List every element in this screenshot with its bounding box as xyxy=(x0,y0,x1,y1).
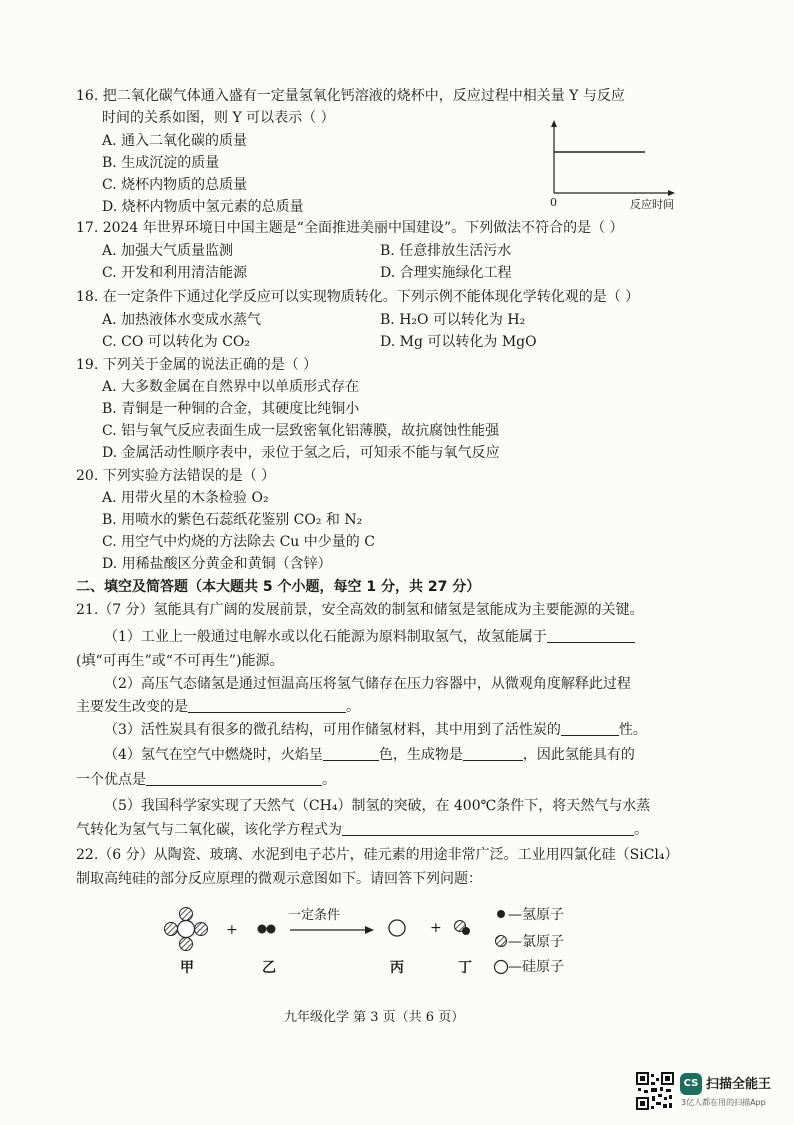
legend-hydrogen-symbol xyxy=(497,910,505,918)
molecule-bing xyxy=(389,920,405,936)
q21-part1-text: （1）工业上一般通过电解水或以化石能源为原料制取氢气，故氢能属于 xyxy=(104,629,547,645)
q21-blank-1[interactable] xyxy=(547,628,635,643)
legend-silicon-symbol xyxy=(495,961,508,974)
q21-part4-period: 。 xyxy=(322,772,336,788)
q20-option-d: D. 用稀盐酸区分黄金和黄铜（含锌） xyxy=(102,556,332,572)
q20-option-a: A. 用带火星的木条检验 O₂ xyxy=(102,490,269,506)
q18-option-a: A. 加热液体水变成水蒸气 xyxy=(102,312,262,328)
q22-intro-line2: 制取高纯硅的部分反应原理的微观示意图如下。请回答下列问题： xyxy=(76,871,482,887)
q20-stem: 20. 下列实验方法错误的是（ ） xyxy=(76,468,276,484)
q17-option-b: B. 任意排放生活污水 xyxy=(380,243,512,259)
scanner-logo-text: CS xyxy=(683,1078,699,1089)
scanner-app-title: 扫描全能王 xyxy=(706,1077,772,1092)
molecule-jia xyxy=(165,908,208,951)
q22-plus-1: + xyxy=(226,922,238,938)
q21-part5-line1: （5）我国科学家实现了天然气（CH₄）制氢的突破，在 400℃条件下，将天然气与水蒸 xyxy=(104,798,651,814)
q21-blank-4[interactable] xyxy=(323,746,379,761)
scanner-logo-icon xyxy=(680,1073,702,1095)
q21-part1-line2: (填“可再生”或“不可再生”)能源。 xyxy=(76,653,284,669)
q22-label-jia: 甲 xyxy=(180,960,194,976)
q21-part5-line2 xyxy=(76,820,648,840)
q17-option-c: C. 开发和利用清洁能源 xyxy=(102,265,248,281)
q16-stem-line1: 16. 把二氧化碳气体通入盛有一定量氢氧化钙溶液的烧杯中，反应过程中相关量 Y 与反应 xyxy=(76,88,625,104)
q16-option-a: A. 通入二氧化碳的质量 xyxy=(102,133,248,149)
legend-hydrogen: —氢原子 xyxy=(508,907,564,923)
q21-part4-text4: 一个优点是 xyxy=(76,772,146,788)
q21-blank-5[interactable] xyxy=(463,746,523,761)
legend-silicon: —硅原子 xyxy=(508,959,564,975)
molecule-ding xyxy=(455,921,471,936)
q18-option-b: B. H₂O 可以转化为 H₂ xyxy=(380,312,526,328)
q19-stem: 19. 下列关于金属的说法正确的是（ ） xyxy=(76,357,318,373)
q18-stem: 18. 在一定条件下通过化学反应可以实现物质转化。下列示例不能体现化学转化观的是（ ） xyxy=(76,289,640,305)
q18-option-d: D. Mg 可以转化为 MgO xyxy=(380,334,537,350)
molecule-yi xyxy=(258,925,276,934)
q21-part5-text: 气转化为氢气与二氧化碳，该化学方程式为 xyxy=(76,822,342,838)
q21-blank-2[interactable] xyxy=(188,698,346,713)
q21-part2-line2 xyxy=(76,697,360,717)
q16-graph-xlabel: 反应时间 xyxy=(630,198,674,211)
q21-part2-line1: （2）高压气态储氢是通过恒温高压将氢气储存在压力容器中，从微观角度解释此过程 xyxy=(104,676,631,692)
q20-option-c: C. 用空气中灼烧的方法除去 Cu 中少量的 C xyxy=(102,534,375,550)
page-footer: 九年级化学 第 3 页（共 6 页） xyxy=(284,1010,465,1025)
q17-stem: 17. 2024 年世界环境日中国主题是“全面推进美丽中国建设”。下列做法不符合的是（ ） xyxy=(76,220,624,236)
q19-option-a: A. 大多数金属在自然界中以单质形式存在 xyxy=(102,379,360,395)
q17-option-a: A. 加强大气质量监测 xyxy=(102,243,234,259)
qr-code-icon xyxy=(636,1072,674,1110)
q22-intro-line1: 22.（6 分）从陶瓷、玻璃、水泥到电子芯片，硅元素的用途非常广泛。工业用四氯化硅（SiCl₄） xyxy=(76,847,679,863)
q21-part3-text: （3）活性炭具有很多的微孔结构，可用作储氢材料，其中用到了活性炭的 xyxy=(104,722,561,738)
q19-option-b: B. 青铜是一种铜的合金，其硬度比纯铜小 xyxy=(102,401,360,417)
q19-option-c: C. 铝与氧气反应表面生成一层致密氧化铝薄膜，故抗腐蚀性能强 xyxy=(102,423,500,439)
q16-option-c: C. 烧杯内物质的总质量 xyxy=(102,177,248,193)
q22-label-bing: 丙 xyxy=(390,960,404,976)
q21-part4-text: （4）氢气在空气中燃烧时，火焰呈 xyxy=(104,747,323,763)
q19-option-d: D. 金属活动性顺序表中，汞位于氢之后，可知汞不能与氧气反应 xyxy=(102,445,500,461)
q18-option-c: C. CO 可以转化为 CO₂ xyxy=(102,334,251,350)
q21-intro: 21.（7 分）氢能具有广阔的发展前景，安全高效的制氢和储氢是氢能成为主要能源的关键。 xyxy=(76,602,644,618)
q21-part4-line2 xyxy=(76,770,336,790)
q17-option-d: D. 合理实施绿化工程 xyxy=(380,265,512,281)
q21-blank-6[interactable] xyxy=(146,771,322,786)
q21-part1-line1 xyxy=(104,627,635,647)
q16-graph-origin: 0 xyxy=(550,196,557,209)
q21-part5-period: 。 xyxy=(634,822,648,838)
q22-label-ding: 丁 xyxy=(458,960,472,976)
q21-part3 xyxy=(104,720,647,740)
q21-part4-text3: ，因此氢能具有的 xyxy=(522,747,635,763)
section-2-heading: 二、填空及简答题（本大题共 5 个小题，每空 1 分，共 27 分） xyxy=(76,579,481,595)
q22-label-yi: 乙 xyxy=(262,960,276,976)
q21-blank-3[interactable] xyxy=(561,721,619,736)
q21-part2-period: 。 xyxy=(346,699,360,715)
scanner-app-subtitle: 3亿人都在用的扫描App xyxy=(681,1098,766,1107)
q21-part4-text2: 色，生成物是 xyxy=(378,747,463,763)
q16-stem-line2: 时间的关系如图，则 Y 可以表示（ ） xyxy=(102,110,335,126)
q22-reaction-condition: 一定条件 xyxy=(288,908,341,923)
q16-option-d: D. 烧杯内物质中氢元素的总质量 xyxy=(102,199,304,215)
q22-plus-2: + xyxy=(430,920,442,936)
q21-part2-text: 主要发生改变的是 xyxy=(76,699,188,715)
legend-chlorine-symbol xyxy=(496,936,507,947)
q21-part4-line1 xyxy=(104,745,635,765)
q21-blank-7[interactable] xyxy=(342,821,634,836)
q21-part3-tail: 性。 xyxy=(618,722,647,738)
legend-chlorine: —氯原子 xyxy=(508,934,564,950)
q16-option-b: B. 生成沉淀的质量 xyxy=(102,155,220,171)
q20-option-b: B. 用喷水的紫色石蕊纸花鉴别 CO₂ 和 N₂ xyxy=(102,512,363,528)
